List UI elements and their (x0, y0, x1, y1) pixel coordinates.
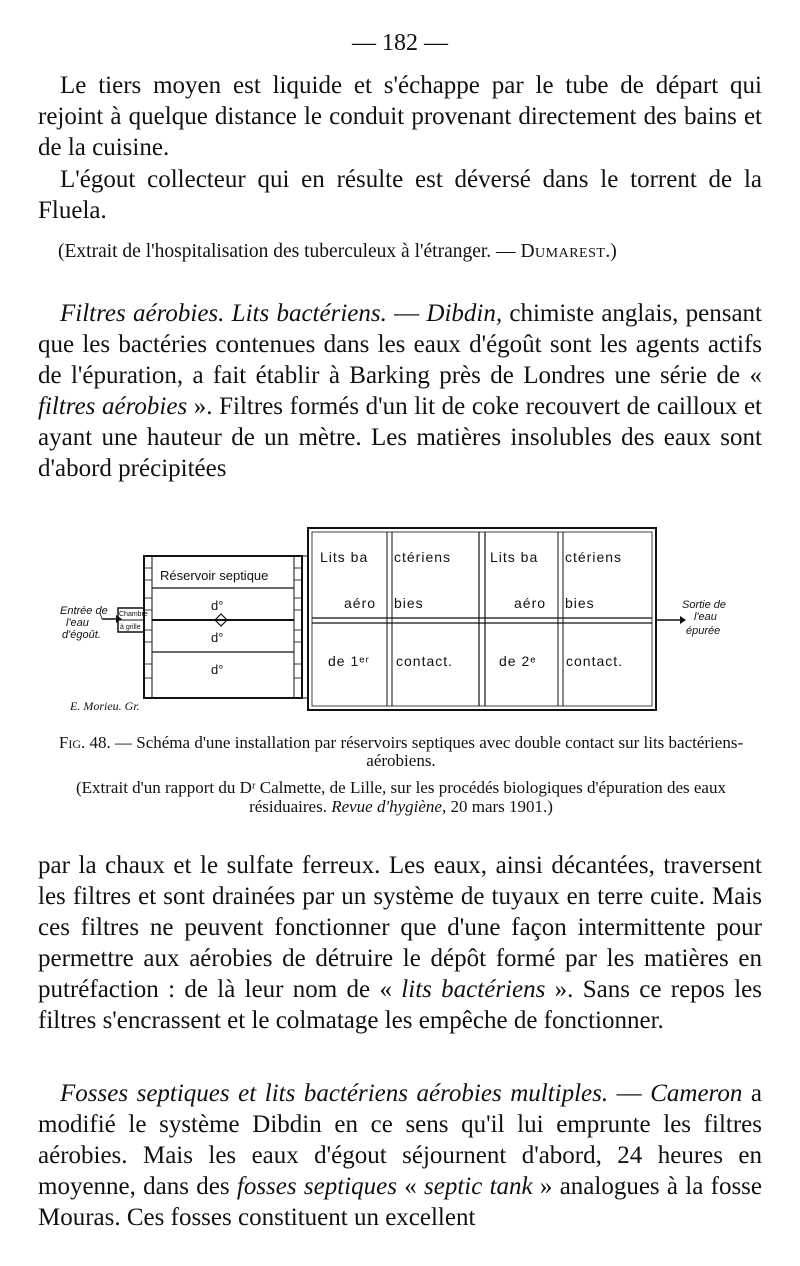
section-1-name: Dibdin, (426, 300, 503, 327)
outlet-label-1: Sortie de (682, 599, 727, 611)
bed1-row1: Lits ba (320, 549, 369, 565)
figure-source-text-1: (Extrait d'un rapport du Dʳ Calmette, de Lille, sur les procédés biologiques d'épuration des eaux résiduaires. (76, 778, 726, 816)
septic-tank-diagram (56, 518, 756, 726)
chamber-label-1: Chambre (119, 611, 148, 618)
section-1-term: filtres aérobies (38, 393, 188, 420)
ditto-2: d° (211, 630, 224, 645)
section-1-heading: Filtres aérobies. Lits bactériens. (60, 300, 387, 327)
citation-1-author: Dumarest (520, 241, 606, 262)
inlet-label-2: l'eau (66, 617, 89, 629)
top-paragraph-1: Le tiers moyen est liquide et s'échappe par le tube de départ qui rejoint à quelque distance le conduit provenant directement des bains et de la cuisine. (38, 72, 762, 161)
citation-1-text: (Extrait de l'hospitalisation des tuberculeux à l'étranger. — (58, 241, 521, 262)
bottom-paragraph-2-term-1: fosses septiques (236, 1173, 397, 1200)
bed1-row3: de 1ᵉʳ (328, 653, 370, 669)
bottom-paragraph-1-text-1: par la chaux et le sulfate ferreux. Les eaux, ainsi décantées, traversent les filtres et sont drainées par un système de tuyaux en terre cuite. Mais ces filtres ne peuvent fonctionner que d'une façon intermittente pour permettre aux aérobies de détruire le dépôt formé par les matières en putréfaction : de là leur nom de « (38, 852, 762, 1003)
chamber-label-2: à grille (120, 624, 141, 631)
ditto-1: d° (211, 598, 224, 613)
figure-caption (40, 734, 762, 770)
section-1-dash: — (386, 300, 427, 327)
bottom-paragraph-1-term: lits bactériens (401, 976, 546, 1003)
bed2-row3: de 2ᵉ (499, 653, 537, 669)
bed1-row2: aéro (344, 595, 377, 611)
bed2-row3b: contact. (566, 653, 624, 669)
ditto-3: d° (211, 662, 224, 677)
outlet-label-3: épurée (686, 625, 721, 637)
figure-caption-text: — Schéma d'une installation par réservoirs septiques avec double contact sur lits bactériens-aérobiens. (110, 733, 744, 770)
bed2-row1: Lits ba (490, 549, 539, 565)
section-1-text-2: ». Filtres formés d'un lit de coke recouvert de cailloux et ayant une hauteur de un mètre. Les matières insolubles des eaux sont d'abord précipitées (38, 393, 763, 482)
bottom-paragraph-2-text-3: » analogues à la fosse Mouras. Ces fosses constituent un excellent (38, 1173, 763, 1231)
bottom-paragraph-2-text-2: « (396, 1173, 424, 1200)
citation-1-end: .) (605, 241, 617, 262)
engraver-signature: E. Morieu. Gr. (70, 699, 140, 713)
outlet-arrow (680, 616, 686, 624)
bed2-row2: aéro (514, 595, 547, 611)
bed2-row2b: bies (565, 595, 595, 611)
bottom-paragraph-1 (38, 850, 762, 1036)
bottom-paragraph-2-name: Cameron (650, 1080, 743, 1107)
section-1-text-1: chimiste anglais, pensant que les bactéries contenues dans les eaux d'égoût sont les agents actifs de l'épuration, a fait établir à Barking près de Londres une série de « (38, 300, 763, 389)
bottom-paragraph-2 (38, 1078, 762, 1233)
figure-caption-label: Fig. 48. (58, 733, 111, 752)
figure-source-text-2: 20 mars 1901.) (446, 797, 553, 816)
figure-source (40, 778, 762, 816)
page-number: — 182 — (352, 30, 448, 56)
top-paragraph-2: L'égout collecteur qui en résulte est déversé dans le torrent de la Fluela. (38, 166, 762, 224)
bed1-row1b: ctériens (394, 549, 452, 565)
inlet-label-1: Entrée de (60, 605, 108, 617)
citation-1 (58, 240, 762, 264)
bed2-row1b: ctériens (565, 549, 623, 565)
bed1-row2b: bies (394, 595, 424, 611)
bottom-paragraph-2-heading: Fosses septiques et lits bactériens aérobies multiples. (60, 1080, 609, 1107)
bottom-paragraph-2-term-2: septic tank (424, 1173, 533, 1200)
bottom-paragraph-2-dash: — (608, 1080, 651, 1107)
tank-label: Réservoir septique (160, 568, 269, 583)
bottom-paragraph-2-text-1: a modifié le système Dibdin en ce sens qu'il lui emprunte les filtres aérobies. Mais les eaux d'égout séjournent d'abord, 24 heures en moyenne, dans des (38, 1080, 762, 1200)
section-1-paragraph (38, 298, 762, 484)
inlet-label-3: d'égoût. (62, 629, 101, 641)
outlet-label-2: l'eau (694, 611, 717, 623)
bed1-row3b: contact. (396, 653, 454, 669)
figure-source-journal: Revue d'hygiène, (331, 797, 447, 816)
bottom-paragraph-1-text-2: ». Sans ce repos les filtres s'encrassent et le colmatage les empêche de fonctionner. (38, 976, 762, 1034)
